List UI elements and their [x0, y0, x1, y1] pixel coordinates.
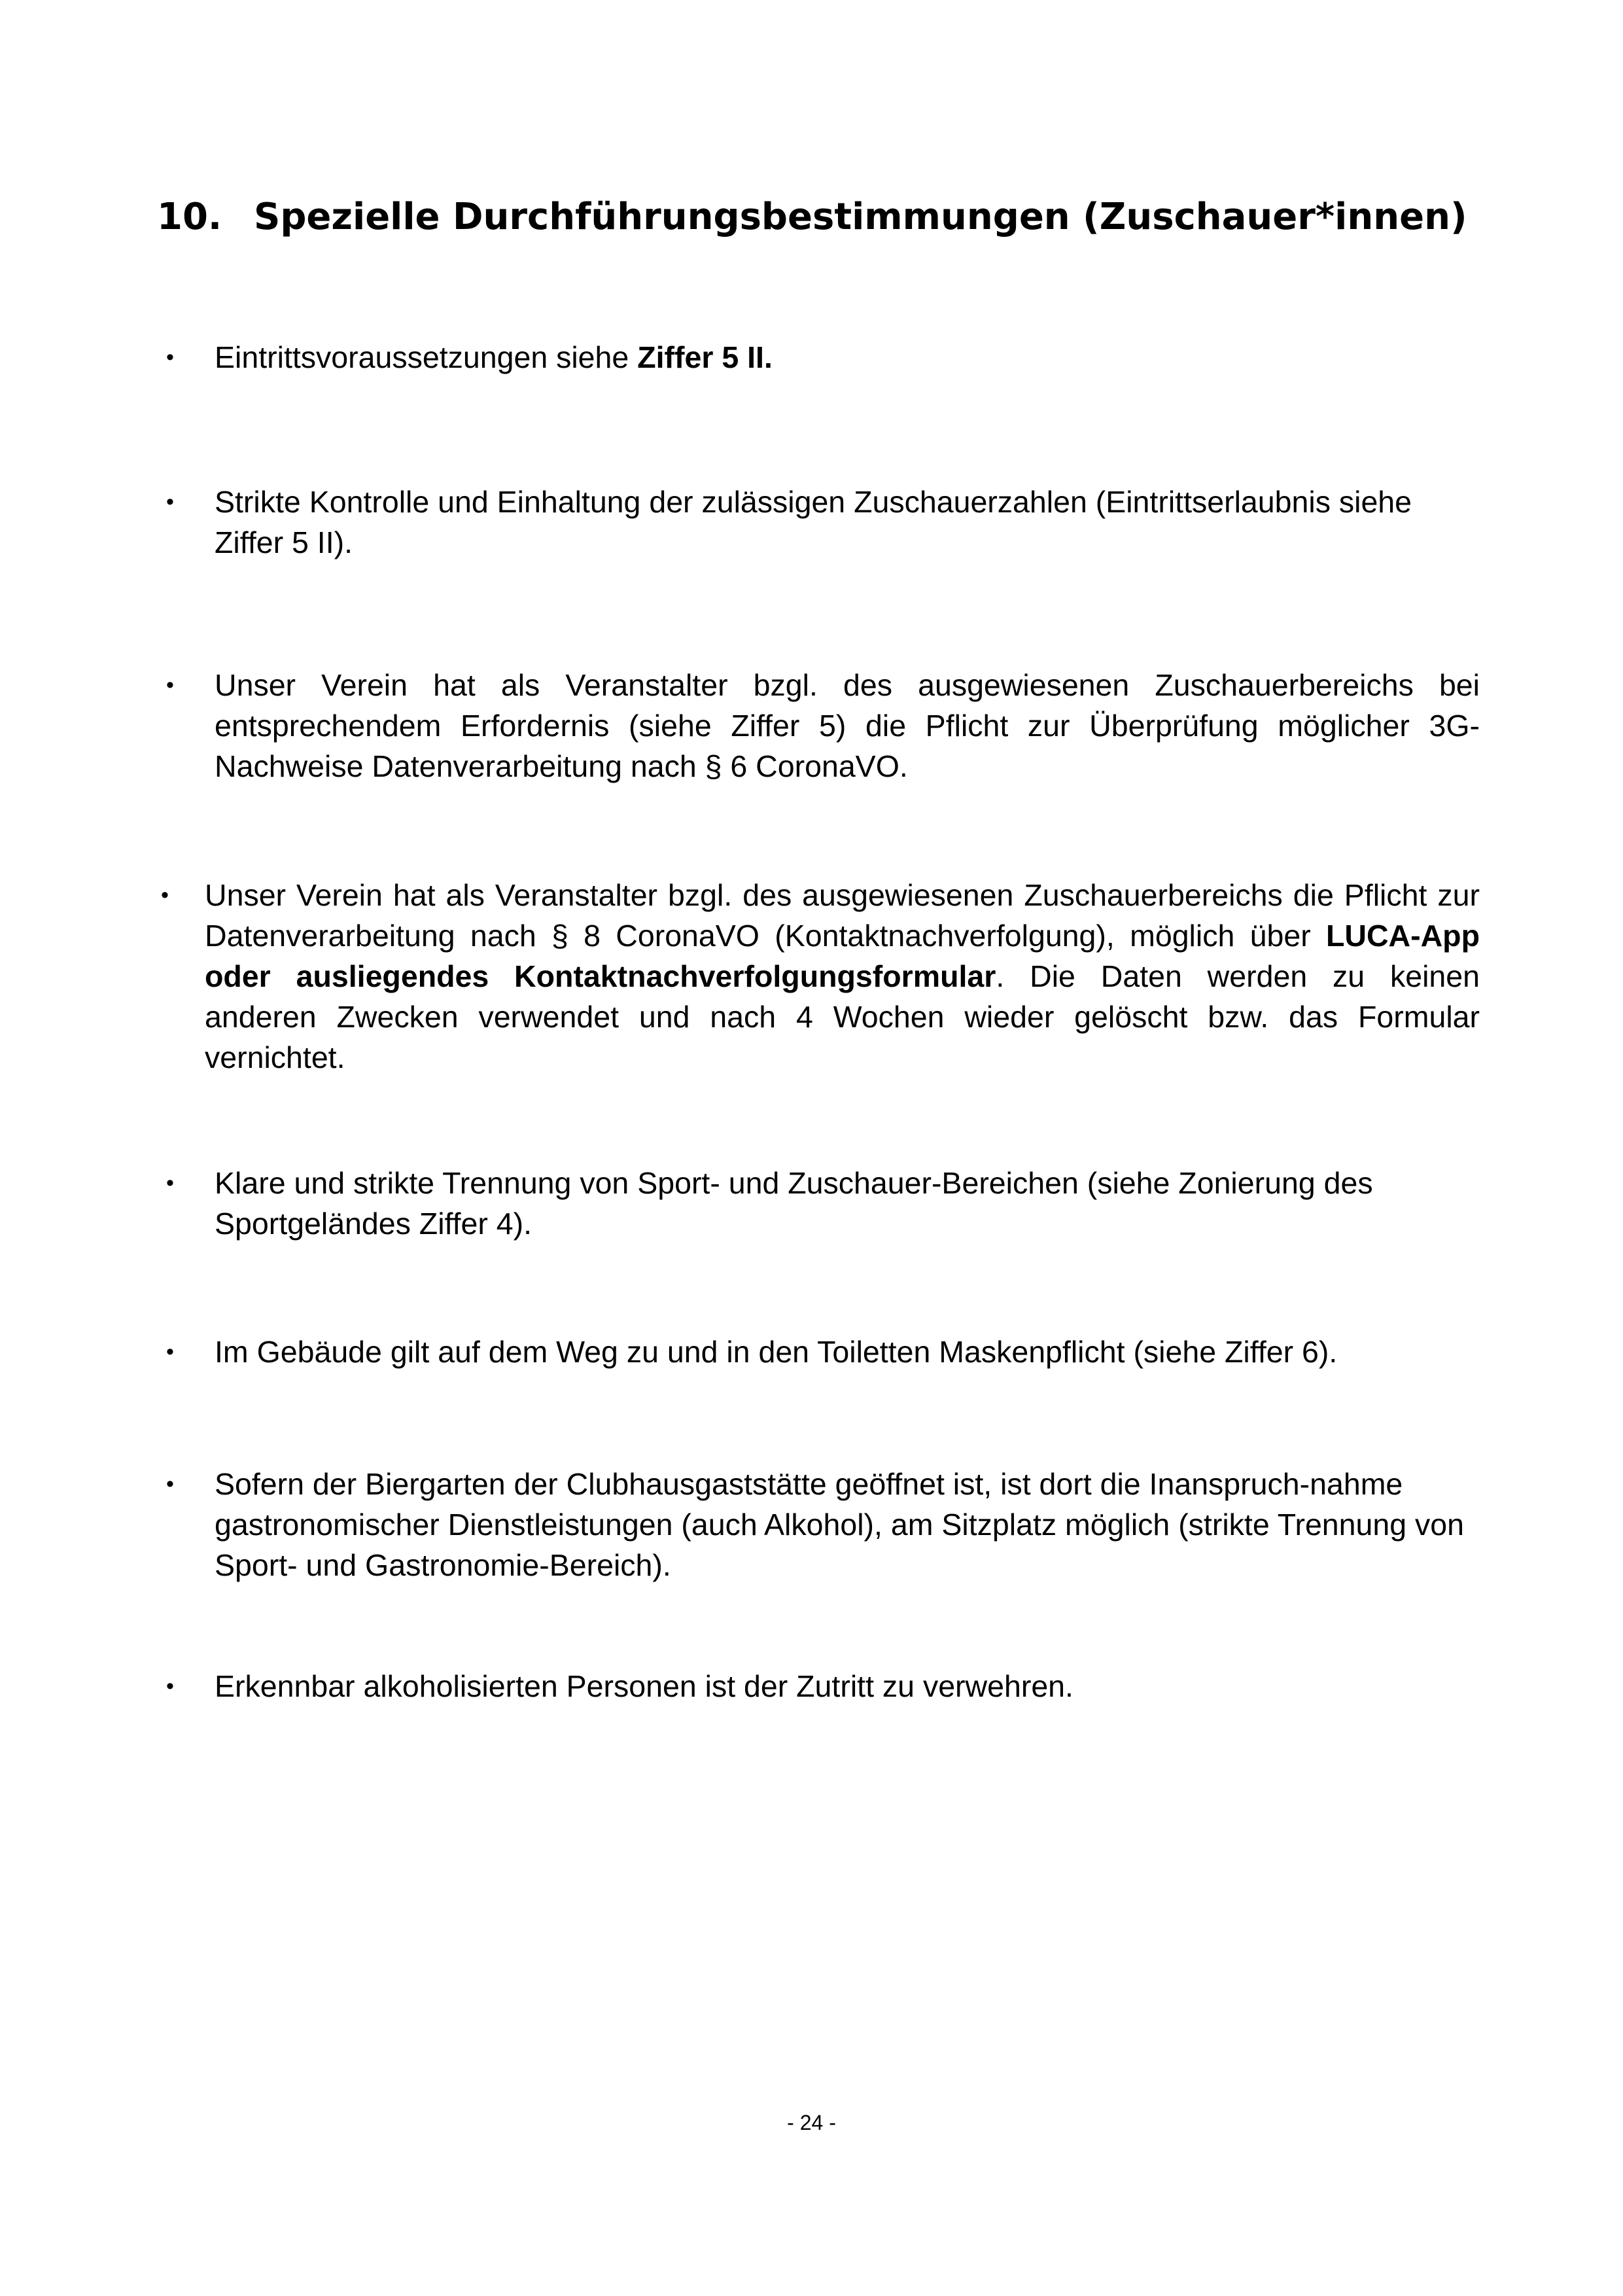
text-run-bold: Ziffer 5 II.: [637, 340, 773, 374]
bullet-icon: •: [166, 1171, 174, 1195]
bullet-icon: •: [166, 489, 174, 514]
list-item-text: [215, 1666, 1480, 1706]
section-number: 10.: [157, 196, 222, 238]
list-item-text: [215, 1332, 1480, 1372]
bullet-icon: •: [166, 673, 174, 698]
text-run: Unser Verein hat als Veranstalter bzgl. des ausgewiesenen Zuschauerbereichs die Pflicht zur Datenverarbeitung nach § 8 CoronaVO (Kontaktnachverfolgung), möglich über: [205, 878, 1480, 953]
text-run: Klare und strikte Trennung von Sport- und Zuschauer-Bereichen (siehe Zonierung des Sportgeländes Ziffer 4).: [215, 1166, 1373, 1241]
page-number: - 24 -: [787, 2111, 836, 2134]
text-run: Unser Verein hat als Veranstalter bzgl. des ausgewiesenen Zuschauerbereichs bei entsprechendem Erfordernis (siehe Ziffer 5) die Pflicht zur Überprüfung möglicher 3G-Nachweise Datenverarbeitung nach § 6 CoronaVO.: [215, 668, 1480, 783]
bullet-icon: •: [166, 345, 174, 370]
bullet-icon: •: [166, 1472, 174, 1496]
list-item-text: [205, 875, 1480, 1078]
text-run: Sofern der Biergarten der Clubhausgaststätte geöffnet ist, ist dort die Inanspruch-nahme gastronomischer Dienstleistungen (auch Alkohol), am Sitzplatz möglich (strikte Trennung von Sport- und Gastronomie-Bereich).: [215, 1467, 1464, 1582]
list-item-text: [215, 1163, 1480, 1244]
bullet-icon: •: [161, 883, 169, 908]
section-heading: [157, 191, 1531, 243]
list-item-text: [215, 337, 1480, 378]
section-title: Spezielle Durchführungsbestimmungen (Zuschauer*innen): [254, 196, 1467, 238]
text-run: Strikte Kontrolle und Einhaltung der zulässigen Zuschauerzahlen (Eintrittserlaubnis siehe Ziffer 5 II).: [215, 485, 1412, 559]
list-item-text: [215, 1464, 1480, 1585]
bullet-icon: •: [166, 1674, 174, 1699]
list-item-text: [215, 482, 1439, 563]
text-run: Eintrittsvoraussetzungen siehe: [215, 340, 638, 374]
bullet-icon: •: [166, 1339, 174, 1364]
text-run: Erkennbar alkoholisierten Personen ist der Zutritt zu verwehren.: [215, 1669, 1073, 1703]
text-run: Im Gebäude gilt auf dem Weg zu und in den Toiletten Maskenpflicht (siehe Ziffer 6).: [215, 1335, 1338, 1369]
list-item-text: [215, 665, 1480, 786]
text-run-bold: LUCA-App oder ausliegendes Kontaktnachverfolgungsformular: [205, 919, 1480, 993]
text-run: . Die Daten werden zu keinen anderen Zwecken verwendet und nach 4 Wochen wieder gelöscht bzw. das Formular vernichtet.: [205, 959, 1480, 1074]
